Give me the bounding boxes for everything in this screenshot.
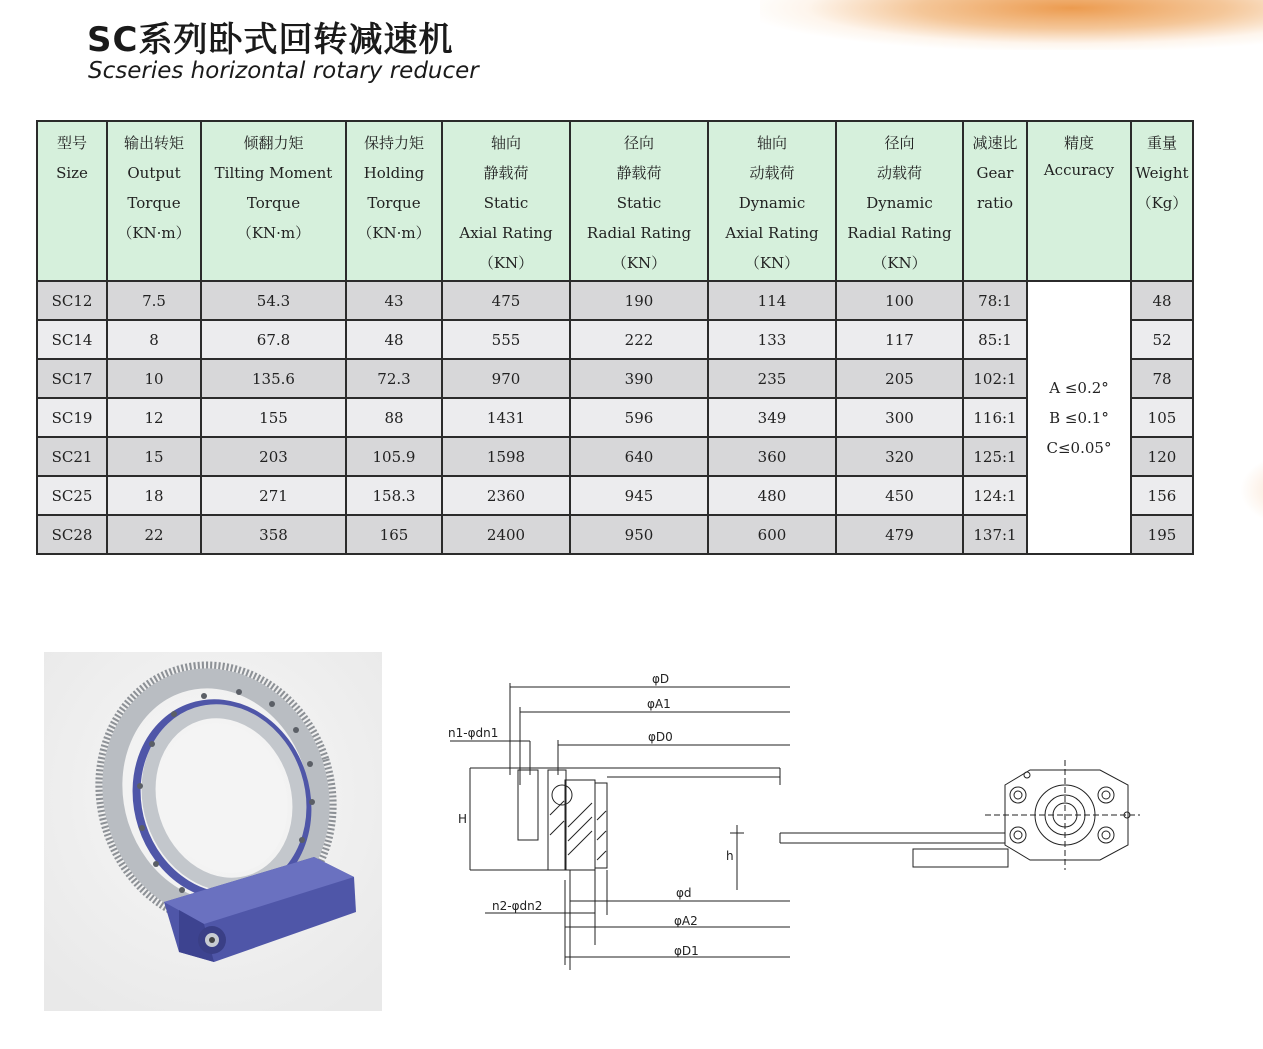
cell-output: 8: [107, 320, 201, 359]
table-row: [37, 515, 1193, 554]
cell-dynamic-axial: 349: [708, 398, 836, 437]
cell-holding: 105.9: [346, 437, 442, 476]
cell-dynamic-radial: 320: [836, 437, 963, 476]
cell-holding: 72.3: [346, 359, 442, 398]
label-dia-A1: φA1: [647, 697, 671, 711]
cell-dynamic-radial: 117: [836, 320, 963, 359]
label-n1: n1-φdn1: [448, 726, 499, 740]
cell-dynamic-axial: 600: [708, 515, 836, 554]
cell-output: 12: [107, 398, 201, 437]
cell-weight: 195: [1131, 515, 1193, 554]
cell-static-axial: 1598: [442, 437, 570, 476]
cell-size: SC25: [37, 476, 107, 515]
decorative-brush-stroke: [760, 0, 1263, 50]
table-row: [37, 437, 1193, 476]
cell-dynamic-axial: 133: [708, 320, 836, 359]
cell-dynamic-axial: 360: [708, 437, 836, 476]
header-static-radial: 径向 静载荷 Static Radial Rating （KN）: [570, 121, 708, 281]
label-dia-d: φd: [676, 886, 692, 900]
cell-static-radial: 596: [570, 398, 708, 437]
product-photo: [44, 652, 382, 1011]
page-subtitle: Scseries horizontal rotary reducer: [88, 58, 479, 84]
cell-holding: 43: [346, 281, 442, 320]
cell-static-axial: 1431: [442, 398, 570, 437]
table-row: [37, 281, 1193, 320]
cell-output: 18: [107, 476, 201, 515]
cell-size: SC14: [37, 320, 107, 359]
label-H: H: [458, 812, 468, 826]
cell-size: SC17: [37, 359, 107, 398]
page-title: SC系列卧式回转减速机: [87, 20, 454, 60]
cell-weight: 52: [1131, 320, 1193, 359]
header-output-torque: 输出转矩 Output Torque （KN·m）: [107, 121, 201, 281]
label-dia-D0: φD0: [648, 730, 673, 744]
cell-static-radial: 190: [570, 281, 708, 320]
cell-tilting: 135.6: [201, 359, 346, 398]
cell-ratio: 116:1: [963, 398, 1027, 437]
header-static-axial: 轴向 静载荷 Static Axial Rating （KN）: [442, 121, 570, 281]
label-dia-D: φD: [652, 672, 670, 686]
cell-ratio: 78:1: [963, 281, 1027, 320]
cell-output: 10: [107, 359, 201, 398]
decorative-brush-stroke-small: [1240, 455, 1263, 525]
label-dia-D1: φD1: [674, 944, 699, 958]
cell-weight: 78: [1131, 359, 1193, 398]
cell-static-axial: 2360: [442, 476, 570, 515]
cell-dynamic-axial: 114: [708, 281, 836, 320]
cell-dynamic-axial: 480: [708, 476, 836, 515]
cell-tilting: 358: [201, 515, 346, 554]
cell-size: SC28: [37, 515, 107, 554]
cell-tilting: 155: [201, 398, 346, 437]
table-header-row: [37, 121, 1193, 281]
cell-dynamic-radial: 479: [836, 515, 963, 554]
cell-size: SC21: [37, 437, 107, 476]
cell-tilting: 67.8: [201, 320, 346, 359]
cell-static-radial: 640: [570, 437, 708, 476]
header-dynamic-axial: 轴向 动载荷 Dynamic Axial Rating （KN）: [708, 121, 836, 281]
cell-weight: 120: [1131, 437, 1193, 476]
cell-ratio: 137:1: [963, 515, 1027, 554]
cell-weight: 156: [1131, 476, 1193, 515]
cell-size: SC12: [37, 281, 107, 320]
header-size: 型号 Size: [37, 121, 107, 281]
table-row: [37, 359, 1193, 398]
label-n2: n2-φdn2: [492, 899, 543, 913]
cell-dynamic-radial: 450: [836, 476, 963, 515]
spec-table: [36, 120, 1194, 555]
label-dia-A2: φA2: [674, 914, 698, 928]
cell-weight: 48: [1131, 281, 1193, 320]
cell-holding: 158.3: [346, 476, 442, 515]
cell-static-radial: 945: [570, 476, 708, 515]
cell-ratio: 85:1: [963, 320, 1027, 359]
table-row: [37, 398, 1193, 437]
cell-holding: 48: [346, 320, 442, 359]
header-gear-ratio: 减速比 Gear ratio: [963, 121, 1027, 281]
cell-output: 22: [107, 515, 201, 554]
header-dynamic-radial: 径向 动载荷 Dynamic Radial Rating （KN）: [836, 121, 963, 281]
cell-holding: 88: [346, 398, 442, 437]
cell-accuracy: A ≤0.2° B ≤0.1° C≤0.05°: [1027, 281, 1131, 554]
header-accuracy: 精度 Accuracy: [1027, 121, 1131, 281]
cell-static-radial: 222: [570, 320, 708, 359]
cell-tilting: 271: [201, 476, 346, 515]
cell-static-radial: 390: [570, 359, 708, 398]
cell-ratio: 125:1: [963, 437, 1027, 476]
cell-tilting: 203: [201, 437, 346, 476]
cell-size: SC19: [37, 398, 107, 437]
cell-dynamic-radial: 300: [836, 398, 963, 437]
cell-static-axial: 2400: [442, 515, 570, 554]
cell-ratio: 102:1: [963, 359, 1027, 398]
cell-dynamic-radial: 205: [836, 359, 963, 398]
cell-dynamic-radial: 100: [836, 281, 963, 320]
cell-static-radial: 950: [570, 515, 708, 554]
cell-ratio: 124:1: [963, 476, 1027, 515]
slewing-drive-illustration: [44, 652, 382, 1011]
label-h: h: [726, 849, 734, 863]
cell-dynamic-axial: 235: [708, 359, 836, 398]
cell-static-axial: 555: [442, 320, 570, 359]
header-tilting-moment: 倾翻力矩 Tilting Moment Torque （KN·m）: [201, 121, 346, 281]
cell-output: 15: [107, 437, 201, 476]
cell-tilting: 54.3: [201, 281, 346, 320]
header-weight: 重量 Weight （Kg）: [1131, 121, 1193, 281]
table-row: [37, 476, 1193, 515]
header-holding-torque: 保持力矩 Holding Torque （KN·m）: [346, 121, 442, 281]
technical-drawing: [440, 665, 1150, 975]
cell-static-axial: 475: [442, 281, 570, 320]
cell-weight: 105: [1131, 398, 1193, 437]
cell-static-axial: 970: [442, 359, 570, 398]
cell-output: 7.5: [107, 281, 201, 320]
cell-holding: 165: [346, 515, 442, 554]
table-row: [37, 320, 1193, 359]
